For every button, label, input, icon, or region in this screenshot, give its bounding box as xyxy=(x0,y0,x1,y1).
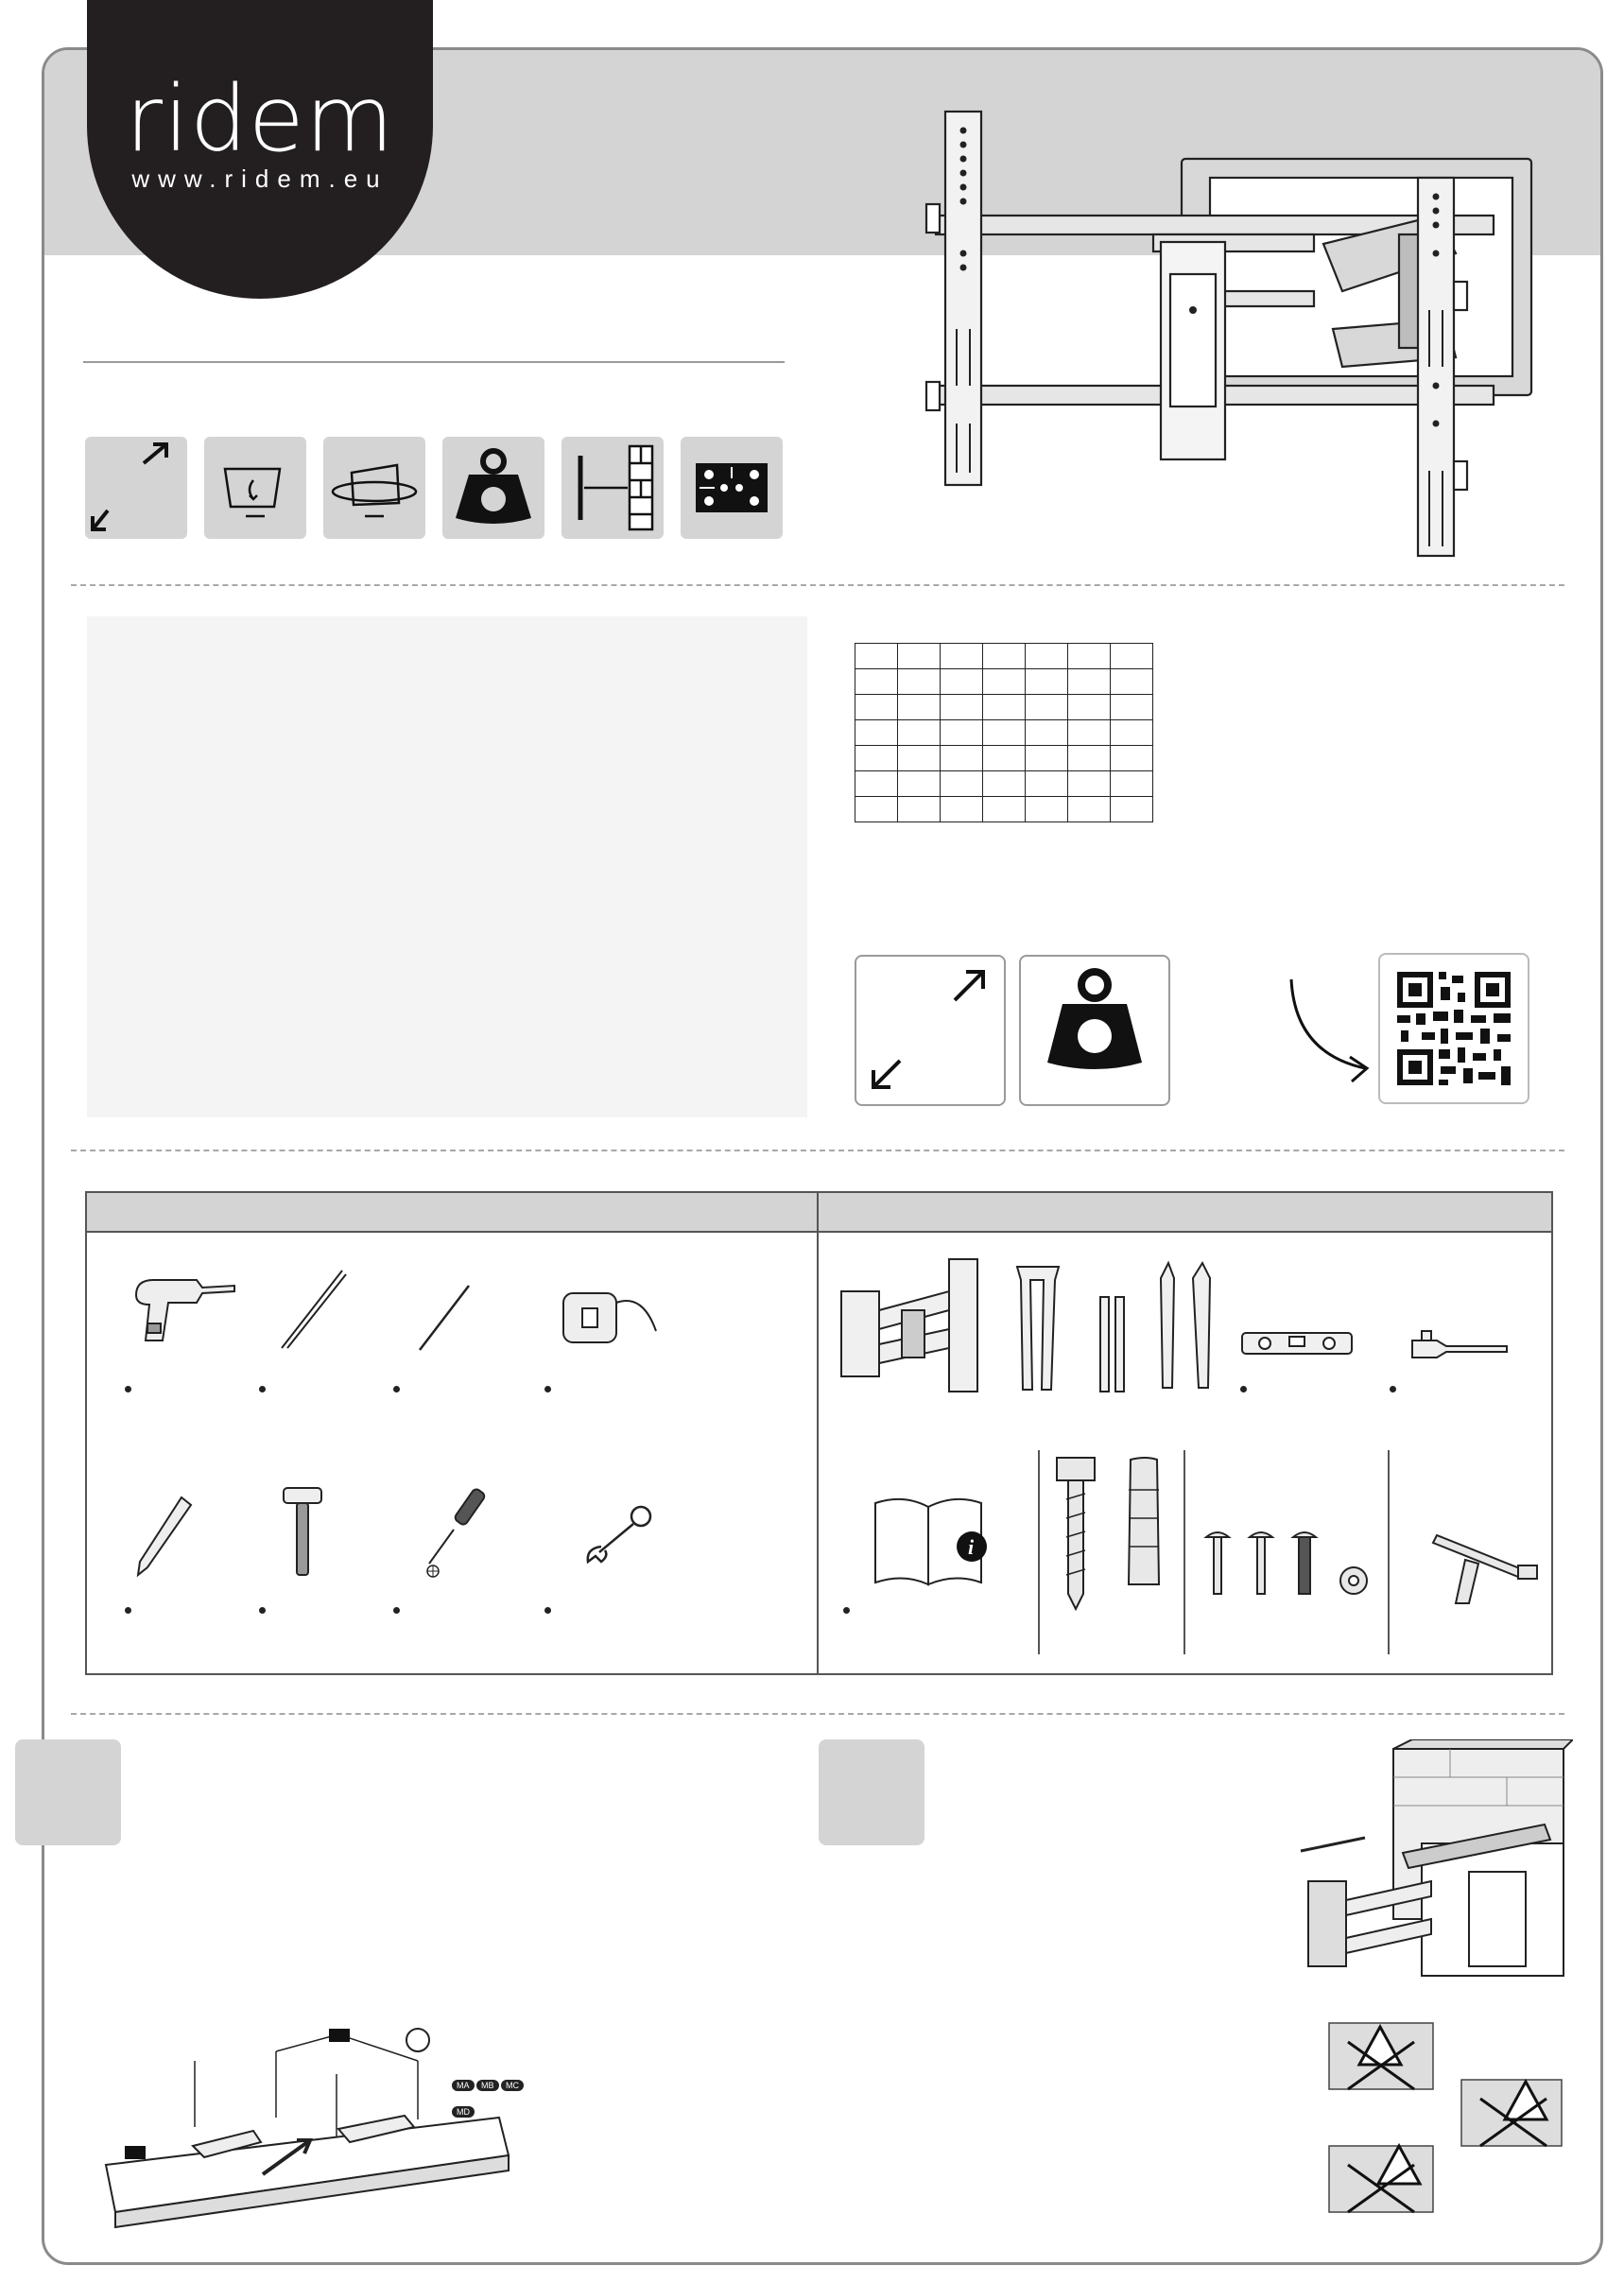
label-ma: MA xyxy=(452,2080,475,2091)
brand-logo: ridem xyxy=(125,66,395,172)
bullet xyxy=(544,1386,551,1392)
socket-wrench-icon xyxy=(1427,1522,1545,1607)
manual-info-icon xyxy=(870,1494,993,1588)
bullet xyxy=(1390,1386,1396,1392)
screws-washer-icon xyxy=(1199,1524,1378,1600)
rail-bars-icon xyxy=(1097,1295,1129,1393)
compatibility-table xyxy=(855,643,1153,822)
size-range-icon xyxy=(85,437,187,539)
svg-text:i: i xyxy=(968,1535,975,1559)
bullet xyxy=(544,1607,551,1614)
vertical-bracket-icon xyxy=(1010,1261,1066,1393)
arrow-to-qr xyxy=(1276,974,1380,1087)
drill-bit-icon xyxy=(274,1267,350,1352)
bullet xyxy=(393,1386,400,1392)
step-1-badge xyxy=(15,1739,121,1845)
lag-bolt-anchor-icon xyxy=(1049,1452,1176,1613)
bullet xyxy=(393,1607,400,1614)
spacer-clips-icon xyxy=(1408,1327,1512,1365)
column-divider xyxy=(1388,1450,1390,1654)
wall-safety-warnings xyxy=(1320,2014,1569,2250)
bullet xyxy=(125,1607,131,1614)
pencil-icon xyxy=(132,1494,199,1579)
tilt-icon xyxy=(204,437,306,539)
step-1-illustration xyxy=(102,2023,537,2240)
brand-url: www.ridem.eu xyxy=(131,164,389,193)
mount-arm-part-icon xyxy=(836,1254,996,1395)
title-divider xyxy=(83,361,785,363)
label-mc: MC xyxy=(501,2080,524,2091)
step-2-badge xyxy=(819,1739,924,1845)
bullet xyxy=(125,1386,131,1392)
size-range-spec xyxy=(855,955,1006,1106)
section-divider xyxy=(71,584,1564,586)
swivel-icon xyxy=(323,437,425,539)
weight-icon xyxy=(442,437,544,539)
drill-bit-small-icon xyxy=(416,1282,473,1354)
column-divider xyxy=(1038,1450,1040,1654)
section-divider xyxy=(71,1150,1564,1151)
wall-distance-icon xyxy=(561,437,664,539)
bullet xyxy=(1240,1386,1247,1392)
bullet xyxy=(259,1607,266,1614)
label-mb: MB xyxy=(476,2080,499,2091)
hooks-part-icon xyxy=(1155,1259,1219,1392)
drill-icon xyxy=(130,1267,244,1352)
screwdriver-icon xyxy=(416,1484,501,1579)
tools-and-parts-table xyxy=(85,1191,1553,1675)
wrench-icon xyxy=(580,1503,656,1569)
table-header xyxy=(87,1193,1551,1233)
column-divider xyxy=(1183,1450,1185,1654)
max-weight-spec xyxy=(1019,955,1170,1106)
qr-code-icon xyxy=(1380,955,1528,1102)
bullet xyxy=(259,1386,266,1392)
description-box xyxy=(87,616,807,1117)
column-divider xyxy=(817,1193,819,1673)
bullet xyxy=(843,1607,850,1614)
step-2-illustration xyxy=(1289,1739,1573,2004)
section-divider xyxy=(71,1713,1564,1715)
vesa-pattern-icon xyxy=(681,437,783,539)
tape-measure-icon xyxy=(558,1284,662,1350)
spirit-level-icon xyxy=(1238,1327,1356,1359)
hammer-icon xyxy=(280,1484,327,1579)
label-md: MD xyxy=(452,2106,475,2118)
qr-code[interactable] xyxy=(1378,953,1529,1104)
tv-mount-illustration xyxy=(907,102,1550,565)
